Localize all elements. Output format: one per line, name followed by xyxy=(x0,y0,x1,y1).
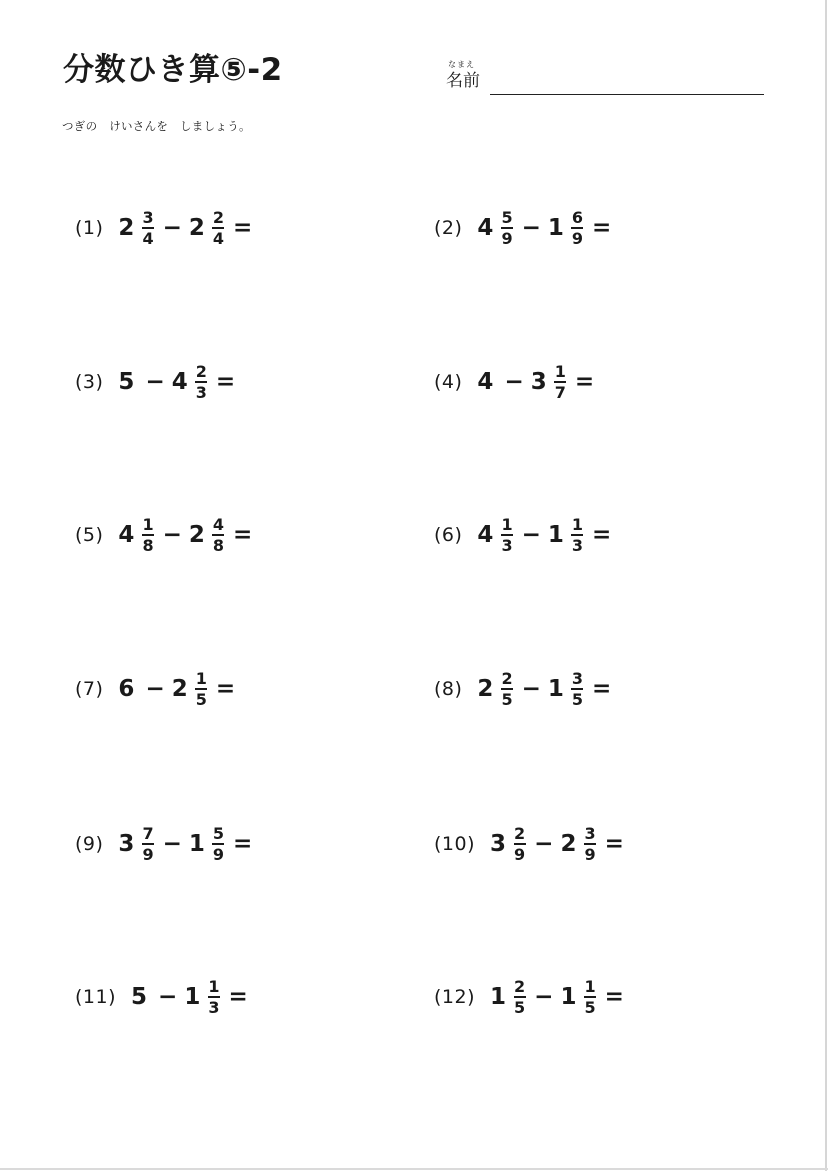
denominator: 4 xyxy=(212,229,225,248)
minus-sign: − xyxy=(521,522,541,548)
numerator: 7 xyxy=(142,824,154,843)
numerator: 5 xyxy=(501,208,513,227)
denominator: 5 xyxy=(571,690,584,709)
whole-number: 2 xyxy=(560,831,577,857)
whole-number: 2 xyxy=(188,215,205,241)
problem-12 xyxy=(434,977,624,1017)
numerator: 2 xyxy=(501,669,513,688)
fraction xyxy=(141,516,154,554)
numerator: 3 xyxy=(571,669,584,688)
problem-11 xyxy=(75,977,248,1017)
equals-sign: = xyxy=(604,831,624,857)
problem-8 xyxy=(434,669,611,709)
whole-number: 1 xyxy=(184,984,201,1010)
numerator: 1 xyxy=(554,362,566,381)
denominator: 4 xyxy=(142,229,154,248)
whole-number: 1 xyxy=(490,984,507,1010)
numerator: 1 xyxy=(195,669,207,688)
denominator: 5 xyxy=(584,998,596,1017)
equals-sign: = xyxy=(574,369,595,395)
numerator: 1 xyxy=(142,515,154,534)
whole-number: 1 xyxy=(547,215,564,241)
numerator: 2 xyxy=(514,977,526,996)
minus-sign: − xyxy=(521,676,541,702)
fraction xyxy=(571,209,584,247)
numerator: 1 xyxy=(501,515,513,534)
instruction-text: つぎの けいさんを しましょう。 xyxy=(62,119,251,133)
fraction xyxy=(207,978,220,1016)
whole-number: 4 xyxy=(477,369,494,395)
equals-sign: = xyxy=(592,215,612,241)
denominator: 3 xyxy=(195,383,207,402)
problem-number: (2) xyxy=(434,217,463,239)
denominator: 8 xyxy=(212,536,225,555)
minus-sign: − xyxy=(534,831,554,857)
equals-sign: = xyxy=(233,522,253,548)
numerator: 2 xyxy=(195,362,207,381)
problem-number: (11) xyxy=(75,986,117,1008)
problem-7 xyxy=(75,669,235,709)
whole-number: 4 xyxy=(477,522,494,548)
denominator: 9 xyxy=(584,845,596,864)
whole-number: 3 xyxy=(118,831,135,857)
denominator: 9 xyxy=(571,229,584,248)
fraction xyxy=(571,670,584,708)
minus-sign: − xyxy=(162,831,182,857)
numerator: 6 xyxy=(571,208,584,227)
whole-number: 2 xyxy=(477,676,494,702)
fraction xyxy=(141,825,154,863)
minus-sign: − xyxy=(162,215,182,241)
equals-sign: = xyxy=(215,369,236,395)
whole-number: 2 xyxy=(188,522,205,548)
problem-number: (9) xyxy=(75,833,104,855)
minus-sign: − xyxy=(158,984,178,1010)
fraction xyxy=(500,516,513,554)
minus-sign: − xyxy=(534,984,554,1010)
minus-sign: − xyxy=(504,369,524,395)
equals-sign: = xyxy=(215,676,236,702)
whole-number: 6 xyxy=(118,676,135,702)
equals-sign: = xyxy=(604,984,624,1010)
name-write-line[interactable] xyxy=(490,94,764,95)
whole-number: 3 xyxy=(490,831,507,857)
fraction xyxy=(195,670,208,708)
equals-sign: = xyxy=(592,676,612,702)
denominator: 9 xyxy=(514,845,526,864)
equals-sign: = xyxy=(592,522,612,548)
problem-5 xyxy=(75,515,252,555)
denominator: 3 xyxy=(208,998,220,1017)
denominator: 9 xyxy=(501,229,513,248)
problem-9 xyxy=(75,824,252,864)
problem-number: (3) xyxy=(75,371,104,393)
denominator: 9 xyxy=(142,845,154,864)
numerator: 1 xyxy=(584,977,596,996)
problem-number: (1) xyxy=(75,217,104,239)
denominator: 7 xyxy=(554,383,566,402)
fraction xyxy=(212,825,225,863)
fraction xyxy=(554,363,567,401)
fraction xyxy=(571,516,584,554)
problem-number: (10) xyxy=(434,833,476,855)
whole-number: 4 xyxy=(118,522,135,548)
minus-sign: − xyxy=(521,215,541,241)
numerator: 4 xyxy=(212,515,225,534)
minus-sign: − xyxy=(145,369,165,395)
whole-number: 4 xyxy=(171,369,188,395)
fraction xyxy=(513,978,526,1016)
equals-sign: = xyxy=(233,215,253,241)
fraction xyxy=(212,209,225,247)
problem-6 xyxy=(434,515,611,555)
numerator: 3 xyxy=(584,824,596,843)
problem-4 xyxy=(434,362,594,402)
denominator: 5 xyxy=(514,998,526,1017)
whole-number: 1 xyxy=(188,831,205,857)
whole-number: 2 xyxy=(171,676,188,702)
numerator: 3 xyxy=(142,208,154,227)
denominator: 3 xyxy=(571,536,584,555)
minus-sign: − xyxy=(162,522,182,548)
denominator: 5 xyxy=(501,690,513,709)
fraction xyxy=(513,825,526,863)
denominator: 3 xyxy=(501,536,513,555)
fraction xyxy=(583,825,596,863)
whole-number: 5 xyxy=(118,369,135,395)
fraction xyxy=(500,209,513,247)
fraction xyxy=(212,516,225,554)
problem-10 xyxy=(434,824,624,864)
whole-number: 1 xyxy=(547,522,564,548)
name-ruby: なまえ xyxy=(448,60,475,69)
fraction xyxy=(195,363,208,401)
numerator: 2 xyxy=(212,208,225,227)
page-edge xyxy=(825,0,827,1171)
denominator: 5 xyxy=(195,690,207,709)
numerator: 5 xyxy=(212,824,225,843)
fraction xyxy=(583,978,596,1016)
problem-number: (8) xyxy=(434,678,463,700)
numerator: 2 xyxy=(514,824,526,843)
problem-3 xyxy=(75,362,235,402)
problem-number: (4) xyxy=(434,371,463,393)
whole-number: 2 xyxy=(118,215,135,241)
name-field xyxy=(446,60,766,96)
denominator: 8 xyxy=(142,536,154,555)
whole-number: 1 xyxy=(547,676,564,702)
numerator: 1 xyxy=(208,977,220,996)
problem-number: (12) xyxy=(434,986,476,1008)
problem-2 xyxy=(434,208,611,248)
equals-sign: = xyxy=(228,984,248,1010)
fraction xyxy=(500,670,513,708)
whole-number: 1 xyxy=(560,984,577,1010)
whole-number: 4 xyxy=(477,215,494,241)
whole-number: 3 xyxy=(530,369,547,395)
fraction xyxy=(141,209,154,247)
whole-number: 5 xyxy=(131,984,148,1010)
problem-number: (6) xyxy=(434,524,463,546)
numerator: 1 xyxy=(571,515,584,534)
problem-number: (7) xyxy=(75,678,104,700)
problem-number: (5) xyxy=(75,524,104,546)
minus-sign: − xyxy=(145,676,165,702)
page-edge xyxy=(0,1168,828,1170)
equals-sign: = xyxy=(233,831,253,857)
denominator: 9 xyxy=(212,845,225,864)
worksheet-title: 分数ひき算⑤-2 xyxy=(63,52,283,88)
name-label: 名前 xyxy=(446,71,480,91)
problem-1 xyxy=(75,208,252,248)
